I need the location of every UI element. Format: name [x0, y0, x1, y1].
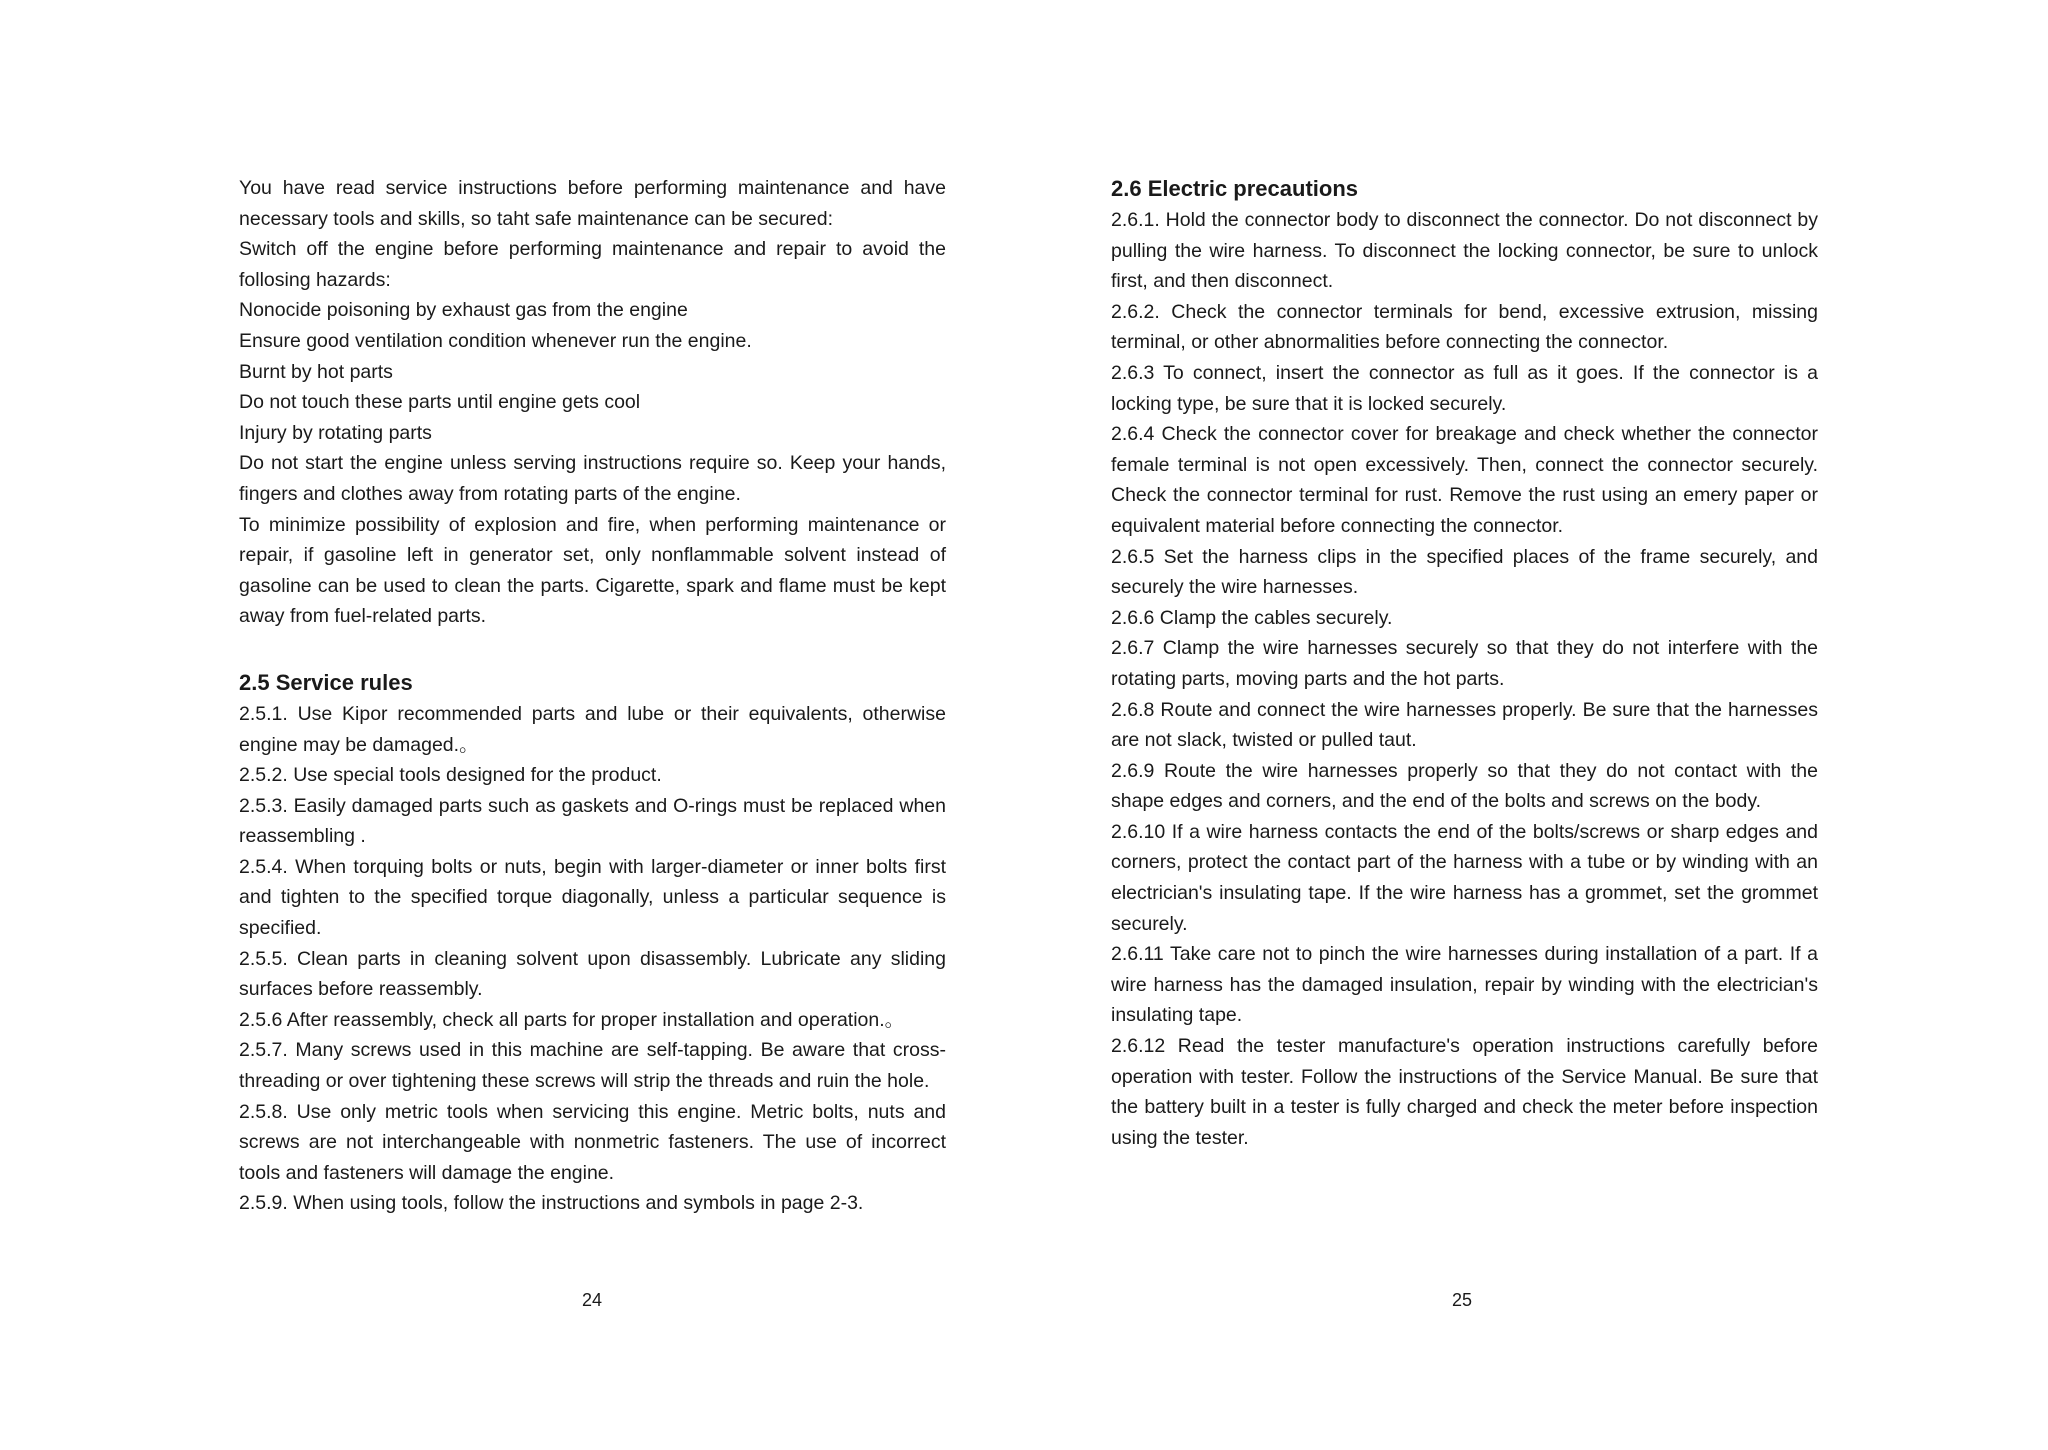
section-spacer [239, 632, 946, 667]
intro-paragraph: Do not start the engine unless serving instructions require so. Keep your hands, fingers and clothes away from rotating parts of the engine. [239, 452, 946, 505]
rule-item: 2.5.1. Use Kipor recommended parts and lube or their equivalents, otherwise engine may be damaged.。 [239, 702, 946, 756]
intro-paragraph: Nonocide poisoning by exhaust gas from the engine [239, 299, 688, 322]
rule-item: 2.5.3. Easily damaged parts such as gaskets and O-rings must be replaced when reassembling . [239, 794, 946, 848]
rule-item: 2.5.7. Many screws used in this machine are self-tapping. Be aware that cross-threading or over tightening these screws will strip the threads and ruin the hole. [239, 1039, 946, 1093]
precaution-item: 2.6.5 Set the harness clips in the specified places of the frame securely, and securely the wire harnesses. [1111, 545, 1818, 599]
precaution-item: 2.6.9 Route the wire harnesses properly so that they do not contact with the shape edges and corners, and the end of the bolts and screws on the body. [1111, 759, 1818, 813]
intro-paragraph: Injury by rotating parts [239, 421, 432, 444]
intro-paragraph: Switch off the engine before performing maintenance and repair to avoid the follosing hazards: [239, 238, 946, 291]
precaution-item: 2.6.8 Route and connect the wire harnesses properly. Be sure that the harnesses are not slack, twisted or pulled taut. [1111, 698, 1818, 752]
intro-paragraph: Burnt by hot parts [239, 360, 393, 383]
rule-item: 2.5.2. Use special tools designed for the product. [239, 764, 662, 787]
precaution-item: 2.6.3 To connect, insert the connector as full as it goes. If the connector is a locking type, be sure that it is locked securely. [1111, 361, 1818, 415]
page-number: 25 [1451, 1290, 1473, 1310]
right-page [1024, 0, 2048, 1450]
intro-paragraph: You have read service instructions before performing maintenance and have necessary tools and skills, so taht safe maintenance can be secured: [239, 177, 946, 230]
intro-paragraph: To minimize possibility of explosion and fire, when performing maintenance or repair, if gasoline left in generator set, only nonflammable solvent instead of gasoline can be used to clean the parts. Cigarette, spark and flame must be kept away from fuel-related parts. [239, 513, 946, 628]
rule-item: 2.5.6 After reassembly, check all parts for proper installation and operation.。 [239, 1008, 905, 1031]
left-text-column [239, 173, 946, 1219]
section-heading-electric-precautions: 2.6 Electric precautions [1111, 176, 1358, 201]
section-heading-service-rules: 2.5 Service rules [239, 669, 413, 695]
intro-paragraph: Ensure good ventilation condition whenever run the engine. [239, 329, 752, 352]
rule-item: 2.5.8. Use only metric tools when servicing this engine. Metric bolts, nuts and screws are not interchangeable with nonmetric fasteners. The use of incorrect tools and fasteners will damage the engine. [239, 1100, 946, 1184]
precaution-item: 2.6.6 Clamp the cables securely. [1111, 606, 1393, 629]
precaution-item: 2.6.10 If a wire harness contacts the end of the bolts/screws or sharp edges and corners, protect the contact part of the harness with a tube or by winding with an electrician's insulating tape. If the wire harness has a grommet, set the grommet securely. [1111, 820, 1818, 935]
rule-item: 2.5.9. When using tools, follow the instructions and symbols in page 2-3. [239, 1192, 864, 1215]
precaution-item: 2.6.11 Take care not to pinch the wire harnesses during installation of a part. If a wire harness has the damaged insulation, repair by winding with the electrician's insulating tape. [1111, 943, 1818, 1027]
precaution-item: 2.6.12 Read the tester manufacture's operation instructions carefully before operation with tester. Follow the instructions of the Service Manual. Be sure that the battery built in a tester is fully charged and check the meter before inspection using the tester. [1111, 1035, 1818, 1149]
rule-item: 2.5.5. Clean parts in cleaning solvent upon disassembly. Lubricate any sliding surfaces before reassembly. [239, 947, 946, 1001]
intro-paragraph: Do not touch these parts until engine gets cool [239, 391, 641, 414]
precaution-item: 2.6.2. Check the connector terminals for bend, excessive extrusion, missing terminal, or other abnormalities before connecting the connector. [1111, 300, 1818, 354]
precaution-item: 2.6.7 Clamp the wire harnesses securely so that they do not interfere with the rotating parts, moving parts and the hot parts. [1111, 637, 1818, 690]
rule-item: 2.5.4. When torquing bolts or nuts, begin with larger-diameter or inner bolts first and tighten to the specified torque diagonally, unless a particular sequence is specified. [239, 855, 946, 940]
precaution-item: 2.6.1. Hold the connector body to disconnect the connector. Do not disconnect by pulling the wire harness. To disconnect the locking connector, be sure to unlock first, and then disconnect. [1111, 209, 1818, 293]
precaution-item: 2.6.4 Check the connector cover for breakage and check whether the connector female terminal is not open excessively. Then, connect the connector securely. Check the connector terminal for rust. Remove the rust using an emery paper or equivalent material before connecting the connector. [1111, 423, 1818, 537]
page-number: 24 [581, 1290, 603, 1310]
right-text-column [1111, 173, 1818, 1153]
